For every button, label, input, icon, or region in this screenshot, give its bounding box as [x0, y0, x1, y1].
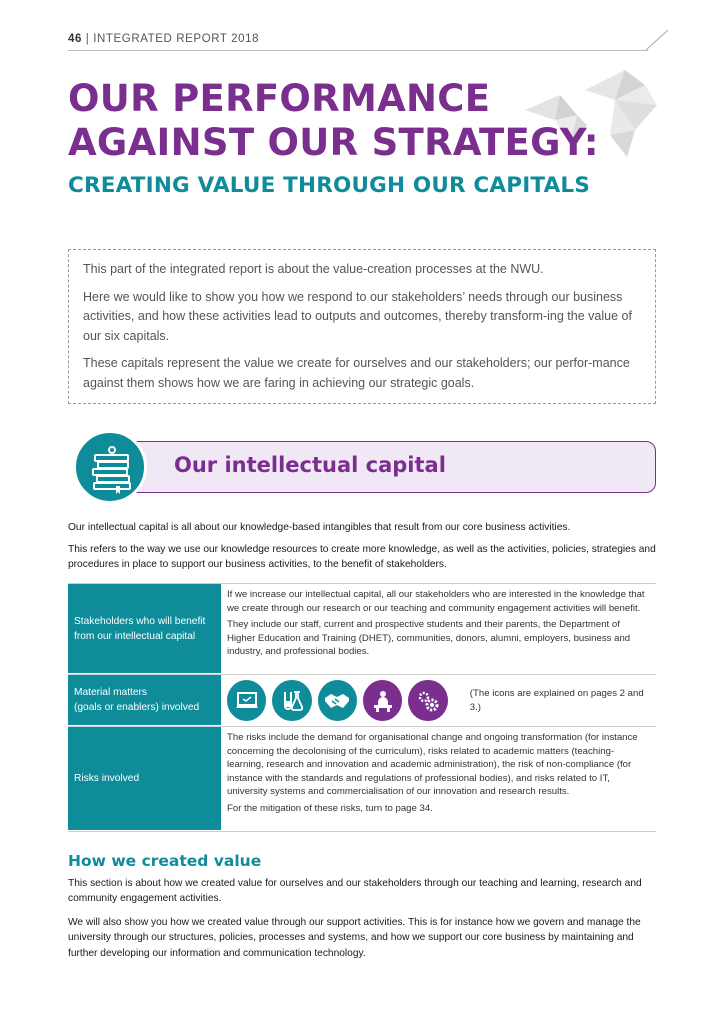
- laptop-icon: [227, 680, 266, 721]
- governance-person-icon: [363, 680, 402, 721]
- header-slash-decoration: [640, 28, 670, 52]
- intro-paragraph-3: These capitals represent the value we create for ourselves and our stakeholders; our perfor-mance against them shows how we are faring in achieving our strategic goals.: [83, 356, 630, 390]
- body-paragraph-1: Our intellectual capital is all about our knowledge-based intangibles that result from our core business activities.: [68, 522, 571, 533]
- intro-box: [68, 249, 656, 404]
- header-separator: |: [85, 33, 90, 45]
- material-label-line2: (goals or enablers) involved: [74, 702, 200, 713]
- table-label-material-matters: [68, 675, 221, 726]
- running-header: [68, 33, 259, 45]
- page-number: 46: [68, 33, 82, 45]
- stakeholders-paragraph-1: If we increase our intellectual capital, all our stakeholders who are interested in the knowledge that we create through our research or our teaching and community engagement activities will benefit.: [227, 589, 645, 614]
- page-subtitle: CREATING VALUE THROUGH OUR CAPITALS: [68, 173, 591, 198]
- risks-paragraph-2: For the mitigation of these risks, turn to page 34.: [227, 802, 433, 814]
- table-label-risks: Risks involved: [68, 727, 221, 831]
- value-paragraph-2: We will also show you how we created value through our support activities. This is for instance how we govern and manage the university through our structures, policies, processes and systems, and how we support our core business by maintaining and further developing our information and communication technology.: [68, 917, 641, 959]
- material-matters-icons: [221, 675, 656, 726]
- value-paragraph-1: This section is about how we created value for ourselves and our stakeholders through our teaching and learning, research and community engagement activities.: [68, 878, 642, 905]
- lab-flasks-icon: [272, 680, 311, 721]
- table-value-risks: [221, 727, 656, 831]
- section-heading-value: How we created value: [68, 852, 262, 870]
- header-rule: [68, 50, 648, 51]
- material-matters-note: (The icons are explained on pages 2 and 3.): [469, 687, 644, 713]
- table-value-stakeholders: [221, 584, 656, 674]
- page-title-line1: OUR PERFORMANCE: [68, 77, 491, 120]
- page-title-line2: AGAINST OUR STRATEGY:: [68, 121, 599, 164]
- capital-table: [68, 583, 656, 832]
- table-row-stakeholders: [68, 583, 656, 675]
- stakeholders-paragraph-2: They include our staff, current and prospective students and their parents, the Department of Higher Education and Training (DHET), communities, donors, alumni, employers, business and industry, and professional bodies.: [227, 619, 631, 658]
- intro-paragraph-2: Here we would like to show you how we respond to our stakeholders’ needs through our business activities, and how these activities lead to outputs and outcomes, thereby transform-ing the value of our six capitals.: [83, 289, 632, 343]
- books-stack-icon: [88, 445, 138, 495]
- handshake-icon: [318, 680, 357, 721]
- material-label-line1: Material matters: [74, 687, 148, 698]
- report-title: INTEGRATED REPORT 2018: [93, 33, 260, 45]
- table-label-stakeholders: Stakeholders who will benefit from our intellectual capital: [68, 584, 221, 674]
- gears-icon: [408, 680, 447, 721]
- body-paragraph-2: This refers to the way we use our knowledge resources to create more knowledge, as well as the activities, policies, strategies and procedures in place to support our business activities, to the benefit of stakeholders.: [68, 544, 656, 571]
- capital-icon-circle: [73, 430, 147, 504]
- table-row-risks: [68, 727, 656, 832]
- risks-paragraph-1: The risks include the demand for organisational change and ongoing transformation (for instance concerning the decolonising of the curriculum), risks related to academic matters (teaching-learning, research and innovation and academic administration), the risk of non-compliance (for instance with the standards and regulations of professional bodies), and risks related to IT, university systems and commercialisation of our innovation and research results.: [227, 732, 638, 798]
- intro-paragraph-1: This part of the integrated report is about the value-creation processes at the NWU.: [83, 262, 544, 276]
- table-row-material-matters: [68, 675, 656, 727]
- capital-title: Our intellectual capital: [174, 453, 446, 477]
- page-title: [68, 77, 599, 165]
